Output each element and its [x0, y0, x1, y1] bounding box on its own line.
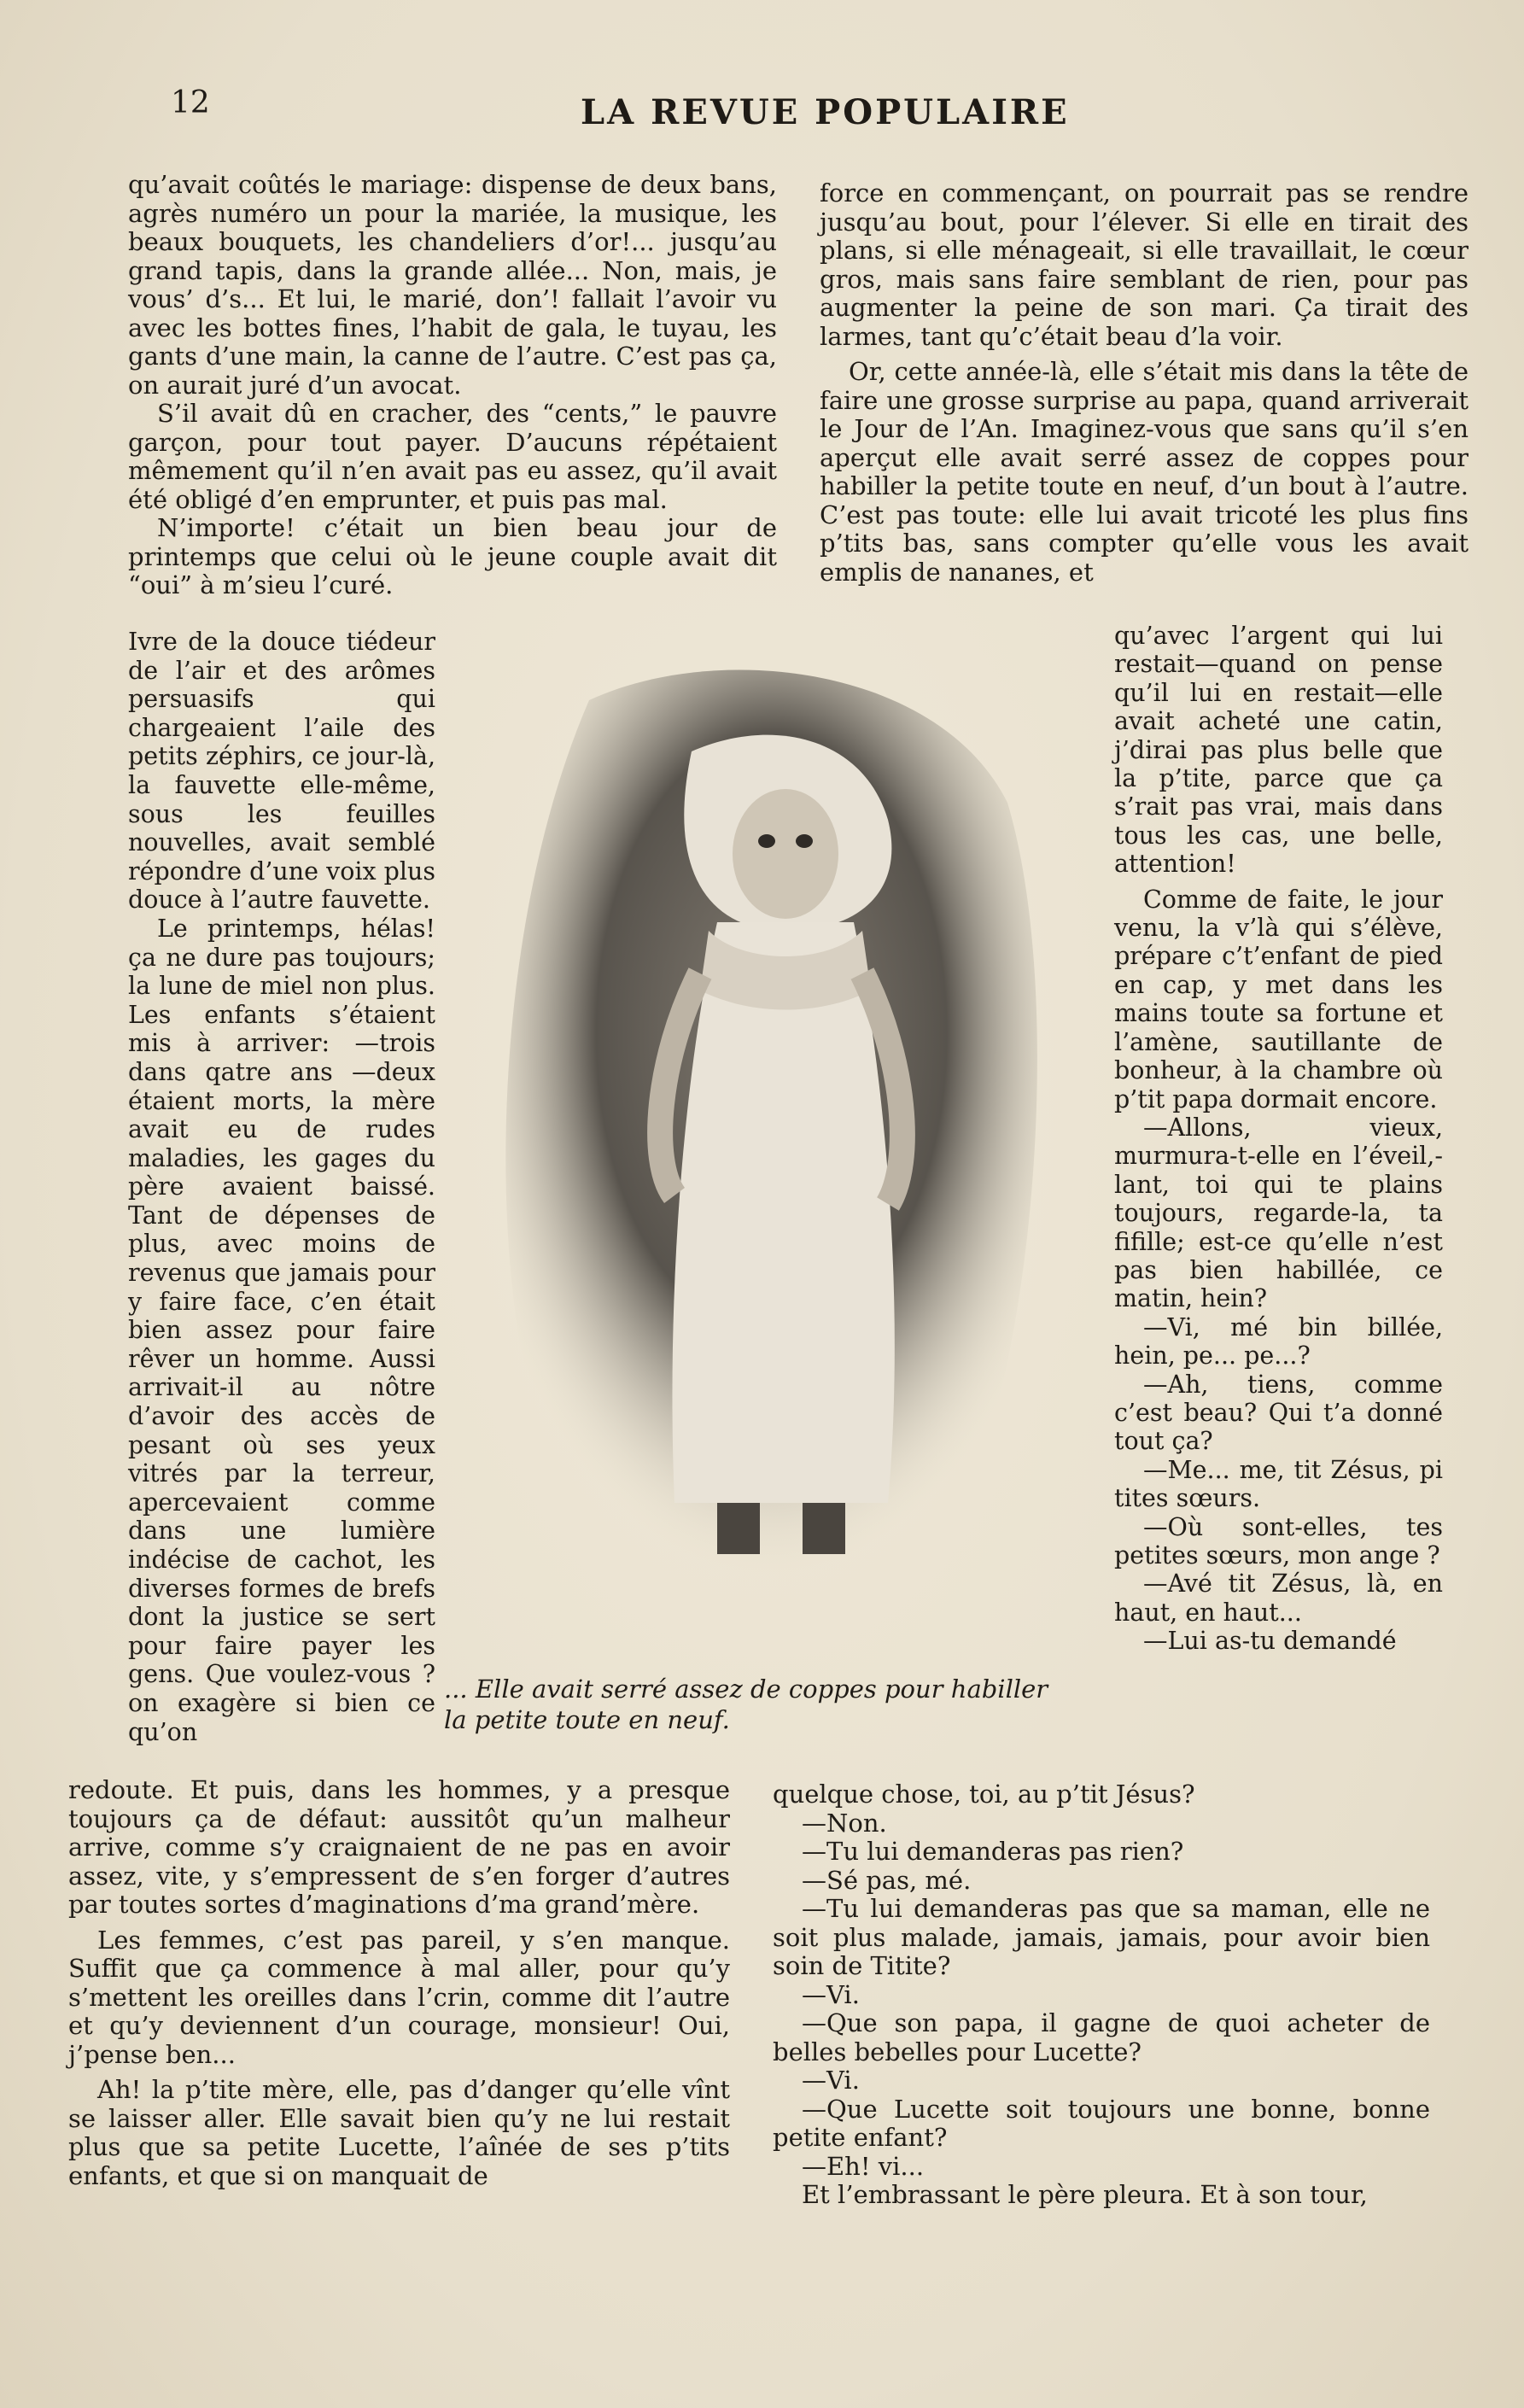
paragraph: force en commençant, on pourrait pas se rendre jusqu’au bout, pour l’élever. Si elle en tirait des plans, si elle ménageait, si elle travaillait, le cœur gros, mais sans faire semblant de rien, pour pas augmenter la peine de son mari. Ça tirait des larmes, tant qu’c’était beau d’la voir.: [820, 178, 1469, 351]
right-column-narrow: [1114, 622, 1443, 1656]
dialogue-line: —Que Lucette soit toujours une bonne, bonne petite enfant?: [773, 2094, 1430, 2152]
paragraph: Or, cette année-là, elle s’était mis dans la tête de faire une grosse surprise au papa, quand arriverait le Jour de l’An. Imaginez-vous que sans qu’il s’en aperçut elle avait serré assez de coppes pour habiller la petite toute en neuf, d’un bout à l’autre. C’est pas toute: elle lui avait tricoté les plus fins p’tits bas, sans compter qu’elle vous les avait emplis de nananes, et: [820, 357, 1469, 587]
page-number: 12: [171, 85, 210, 120]
dialogue-line: —Avé tit Zésus, là, en haut, en haut...: [1114, 1569, 1443, 1627]
left-column-bottom: [68, 1776, 730, 2190]
dialogue-line: —Que son papa, il gagne de quoi acheter de belles bebelles pour Lucette?: [773, 2008, 1430, 2066]
caption-line: ... Elle avait serré assez de coppes pour habiller: [444, 1674, 1048, 1704]
left-column-narrow: [128, 628, 435, 1746]
dialogue-line: —Tu lui demanderas pas rien?: [802, 1837, 1184, 1866]
dialogue-line: quelque chose, toi, au p’tit Jésus?: [773, 1780, 1195, 1809]
left-column-top: [128, 171, 777, 600]
dialogue-line: —Vi.: [802, 2066, 860, 2095]
dialogue-line: —Allons, vieux, murmura-t-elle en l’éveil,-lant, toi qui te plains toujours, regarde-la, ta fifille; est-ce qu’elle n’est pas bien habillée, ce matin, hein?: [1114, 1113, 1443, 1313]
paragraph: qu’avec l’argent qui lui restait—quand on pense qu’il lui en restait—elle avait acheté une catin, j’dirai pas plus belle que la p’tite, parce que ça s’rait pas vrai, mais dans tous les cas, une belle, attention!: [1114, 622, 1443, 879]
paragraph: S’il avait dû en cracher, des “cents,” le pauvre garçon, pour tout payer. D’aucuns répétaient mêmement qu’il n’en avait pas eu assez, qu’il avait été obligé d’en emprunter, et puis pas mal.: [128, 399, 777, 514]
caption-line: la petite toute en neuf.: [444, 1705, 730, 1734]
dialogue-line: —Non.: [802, 1808, 887, 1838]
dialogue-line: —Vi, mé bin billée, hein, pe... pe...?: [1114, 1312, 1443, 1371]
right-column-top: [820, 179, 1469, 587]
dialogue-line: —Où sont-elles, tes petites sœurs, mon ange ?: [1114, 1512, 1443, 1569]
dialogue-line: —Me... me, tit Zésus, pi tites sœurs.: [1114, 1455, 1443, 1513]
running-head: LA REVUE POPULAIRE: [581, 92, 1070, 132]
dialogue-line: —Ah, tiens, comme c’est beau? Qui t’a donné tout ça?: [1114, 1370, 1443, 1456]
dialogue-line: —Tu lui demanderas pas que sa maman, elle ne soit plus malade, jamais, jamais, pour avoir bien soin de Titite?: [773, 1894, 1430, 1980]
illustration-caption: [444, 1674, 1093, 1735]
dialogue-line: —Lui as-tu demandé: [1143, 1627, 1397, 1656]
dialogue-line: —Eh! vi...: [802, 2151, 925, 2181]
paragraph: Ah! la p’tite mère, elle, pas d’danger qu’elle vînt se laisser aller. Elle savait bien qu’y ne lui restait plus que sa petite Lucette, l’aînée de ses p’tits enfants, et que si on manquait de: [68, 2075, 730, 2190]
paragraph: Et l’embrassant le père pleura. Et à son tour,: [802, 2180, 1368, 2209]
dialogue-line: —Sé pas, mé.: [802, 1865, 972, 1895]
paragraph: Le printemps, hélas! ça ne dure pas toujours; la lune de miel non plus. Les enfants s’étaient mis à arriver: —trois dans qatre ans —deux étaient morts, la mère avait eu de rudes maladies, les gages du père avaient baissé. Tant de dépenses de plus, avec moins de revenus que jamais pour y faire face, c’en était bien assez pour faire rêver un homme. Aussi arrivait-il au nôtre d’avoir des accès de pesant où ses yeux vitrés par la terreur, apercevaient comme dans une lumière indécise de cachot, les diverses formes de brefs dont la justice se sert pour faire payer les gens. Que voulez-vous ? on exagère si bien ce qu’on: [128, 914, 435, 1746]
paragraph: Les femmes, c’est pas pareil, y s’en manque. Suffit que ça commence à mal aller, pour qu’y s’mettent les oreilles dans l’crin, comme dit l’autre et qu’y deviennent d’un courage, monsieur! Oui, j’pense ben...: [68, 1925, 730, 2069]
paragraph: redoute. Et puis, dans les hommes, y a presque toujours ça de défaut: aussitôt qu’un malheur arrive, comme s’y craignaient de ne pas en avoir assez, vite, y s’empressent de s’en forger d’autres par toutes sortes d’maginations d’ma grand’mère.: [68, 1775, 730, 1919]
paragraph: qu’avait coûtés le mariage: dispense de deux bans, agrès numéro un pour la mariée, la musique, les beaux bouquets, les chandeliers d’or!... jusqu’au grand tapis, dans la grande allée... Non, mais, je vous’ d’s... Et lui, le marié, don’! fallait l’avoir vu avec les bottes fines, l’habit de gala, le tuyau, les gants d’une main, la canne de l’autre. C’est pas ça, on aurait juré d’un avocat.: [128, 170, 777, 400]
right-column-bottom: [773, 1780, 1430, 2210]
paragraph: Ivre de la douce tiédeur de l’air et des arômes persuasifs qui chargeaient l’aile des petits zéphirs, ce jour-là, la fauvette elle-même, sous les feuilles nouvelles, avait semblé répondre d’une voix plus douce à l’autre fauvette.: [128, 628, 435, 915]
child-illustration: [461, 649, 1076, 1657]
dialogue-line: —Vi.: [802, 1979, 860, 2009]
paragraph: Comme de faite, le jour venu, la v’là qui s’élève, prépare c’t’enfant de pied en cap, y met dans les mains toute sa fortune et l’amène, sautillante de bonheur, à la chambre où p’tit papa dormait encore.: [1114, 885, 1443, 1113]
paragraph: N’importe! c’était un bien beau jour de printemps que celui où le jeune couple avait dit “oui” à m’sieu l’curé.: [128, 513, 777, 599]
